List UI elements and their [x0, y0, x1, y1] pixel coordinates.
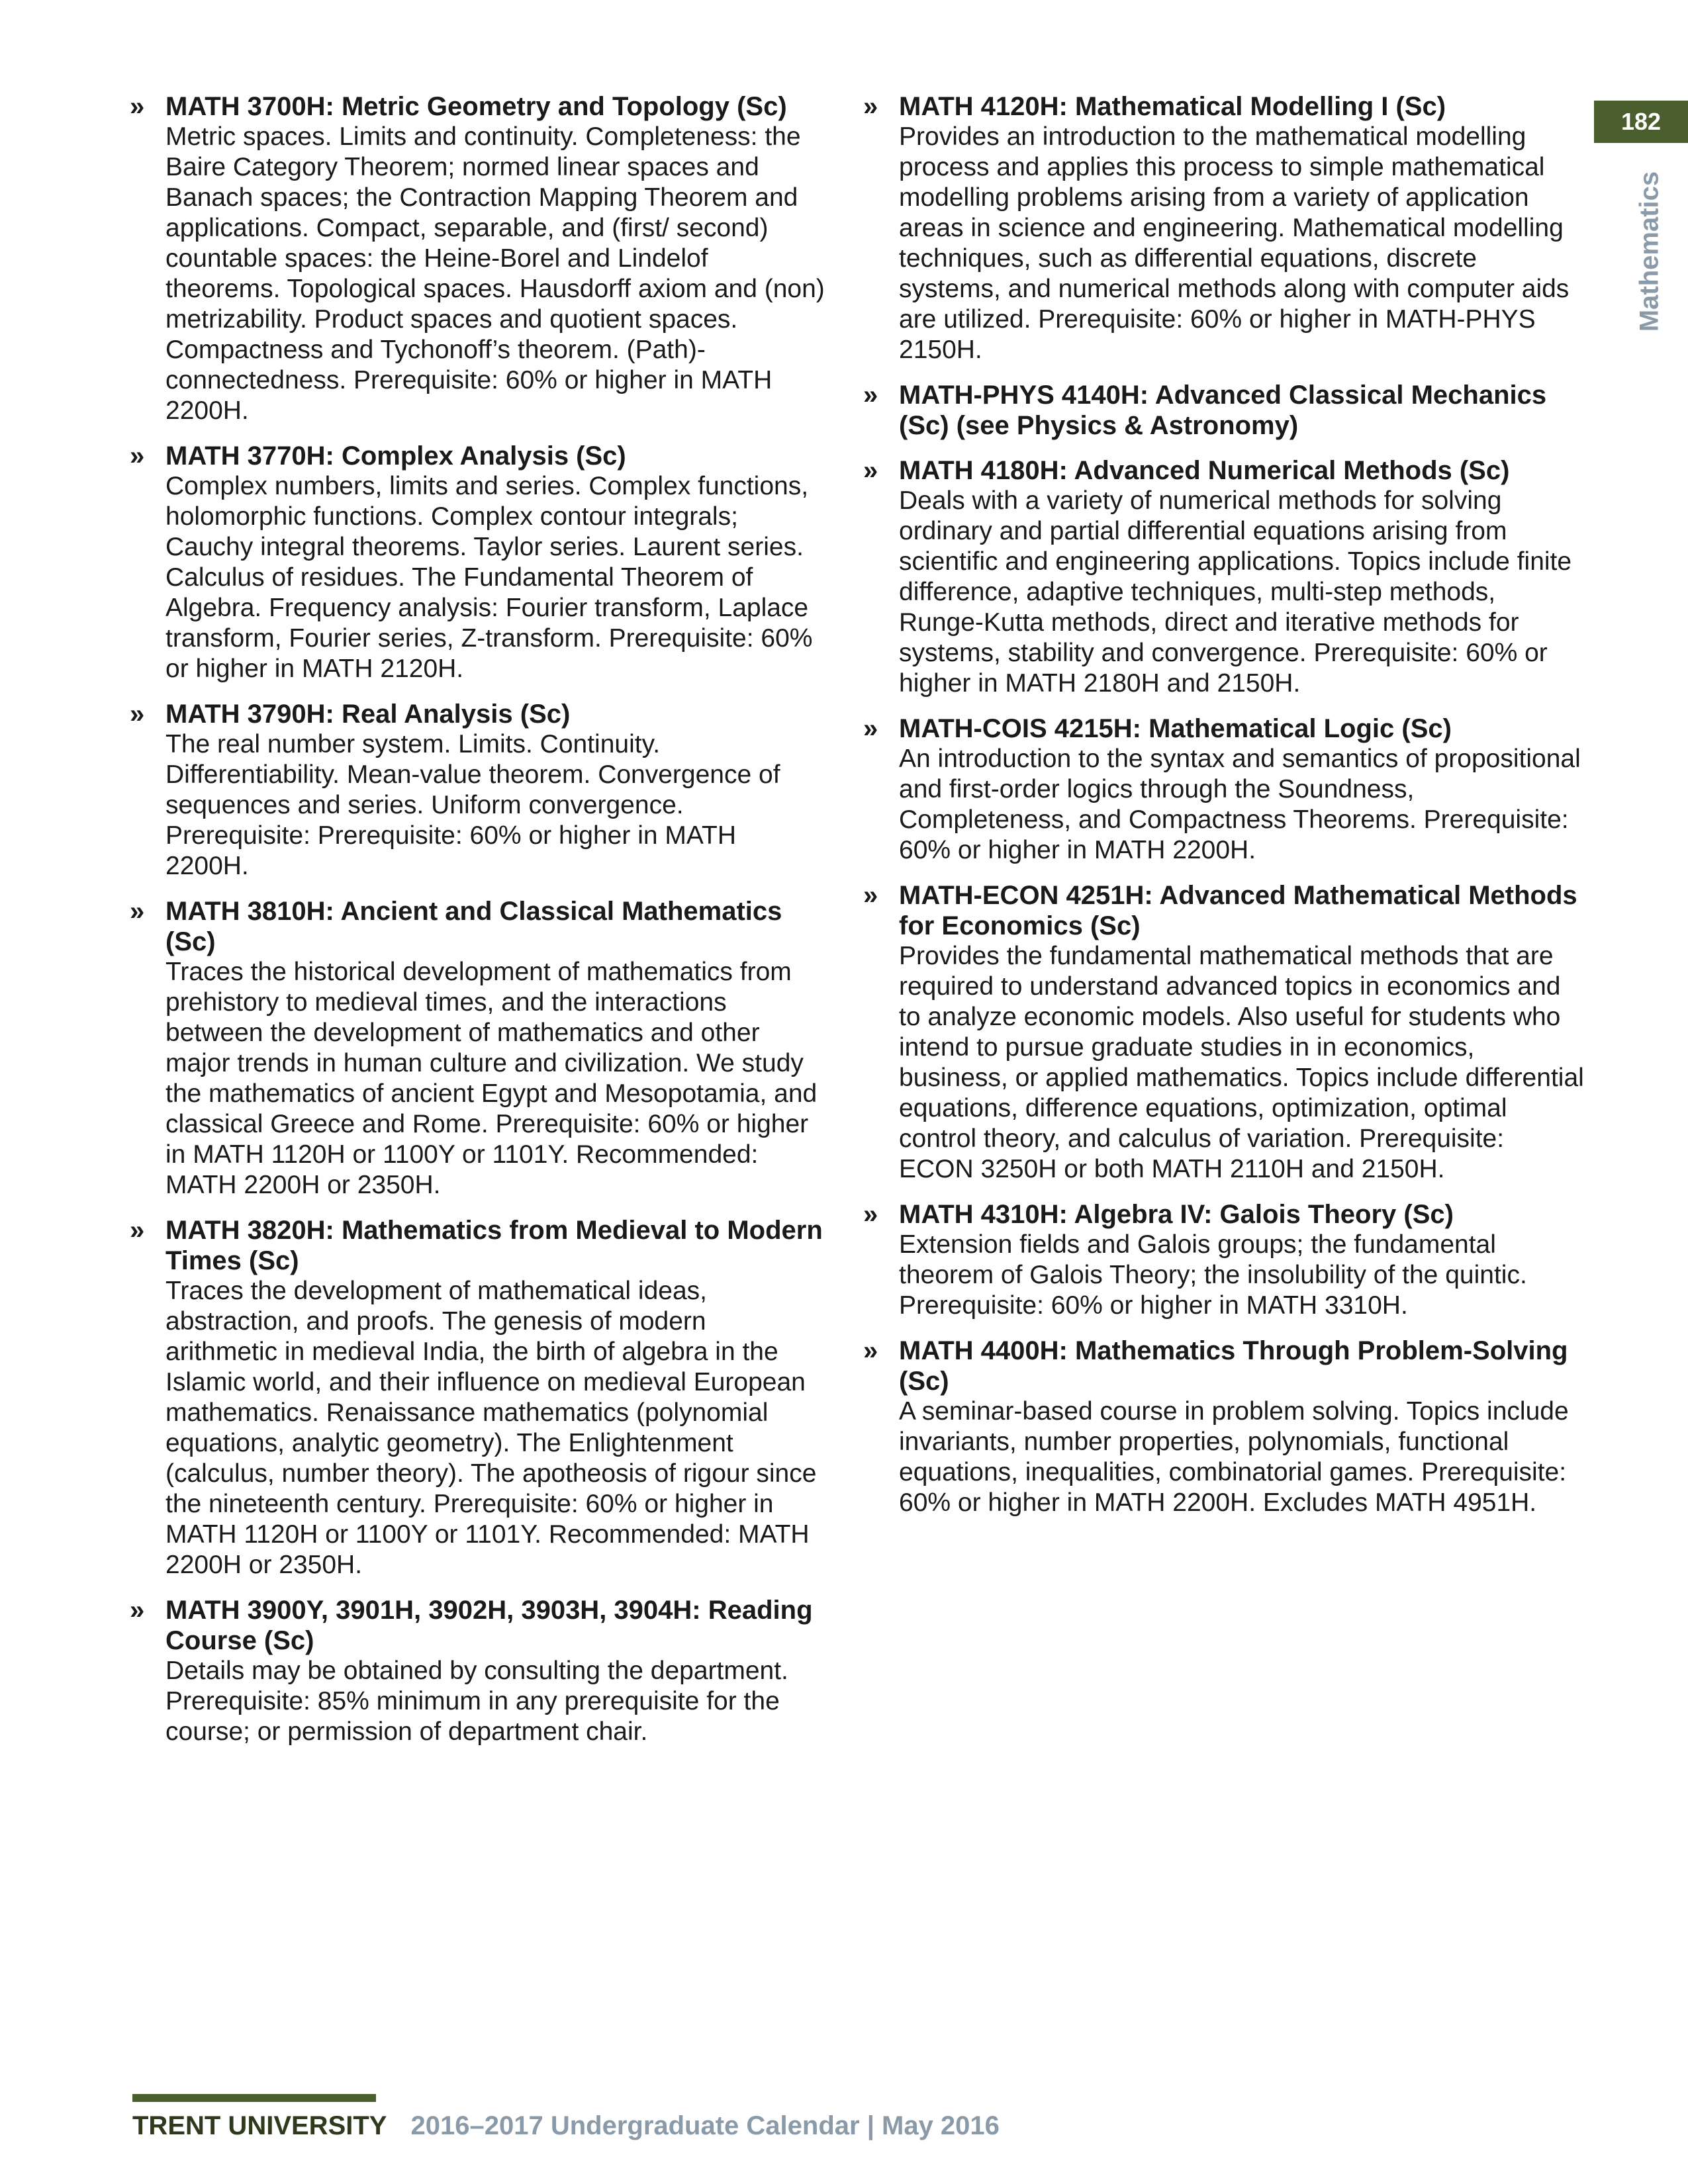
- course-entry: [863, 380, 1585, 441]
- course-description: Extension fields and Galois groups; the fundamental theorem of Galois Theory; the insolubility of the quintic. Prerequisite: 60% or higher in MATH 3310H.: [899, 1230, 1527, 1320]
- course-description: Provides an introduction to the mathematical modelling process and applies this process to simple mathematical modelling problems arising from a variety of application areas in science and engineering. Mathematical modelling techniques, such as differential equations, discrete systems, and numerical methods along with computer aids are utilized. Prerequisite: 60% or higher in MATH-PHYS 2150H.: [899, 122, 1570, 364]
- bullet-marker: »: [863, 714, 878, 743]
- bullet-marker: »: [130, 700, 145, 729]
- course-title: MATH 4310H: Algebra IV: Galois Theory (Sc): [899, 1200, 1454, 1229]
- course-entry: [863, 1199, 1585, 1321]
- course-description: Deals with a variety of numerical methods for solving ordinary and partial differential equations arising from scientific and engineering applications. Topics include finite difference, adaptive techniques, multi-step methods, Runge-Kutta methods, direct and iterative methods for systems, stability and convergence. Prerequisite: 60% or higher in MATH 2180H and 2150H.: [899, 486, 1572, 698]
- course-description: Details may be obtained by consulting the department. Prerequisite: 85% minimum in any prerequisite for the course; or permission of department chair.: [165, 1657, 788, 1746]
- bullet-marker: »: [863, 1200, 878, 1229]
- course-description: Provides the fundamental mathematical methods that are required to understand advanced topics in economics and to analyze economic models. Also useful for students who intend to pursue graduate studies in in economics, business, or applied mathematics. Topics include differential equations, difference equations, optimization, optimal control theory, and calculus of variation. Prerequisite: ECON 3250H or both MATH 2110H and 2150H.: [899, 942, 1584, 1183]
- bullet-marker: »: [863, 456, 878, 485]
- footer-calendar-info: 2016–2017 Undergraduate Calendar | May 2016: [410, 2111, 1000, 2140]
- course-title: MATH 4180H: Advanced Numerical Methods (Sc): [899, 456, 1510, 485]
- course-entry: [863, 713, 1585, 866]
- course-title: MATH 3770H: Complex Analysis (Sc): [165, 441, 626, 471]
- course-description: Traces the development of mathematical ideas, abstraction, and proofs. The genesis of modern arithmetic in medieval India, the birth of algebra in the Islamic world, and their influence on medieval European mathematics. Renaissance mathematics (polynomial equations, analytic geometry). The Enlightenment (calculus, number theory). The apotheosis of rigour since the nineteenth century. Prerequisite: 60% or higher in MATH 1120H or 1100Y or 1101Y. Recommended: MATH 2200H or 2350H.: [165, 1277, 817, 1579]
- course-title: MATH-PHYS 4140H: Advanced Classical Mechanics (Sc) (see Physics & Astronomy): [899, 381, 1547, 440]
- course-entry: [863, 1336, 1585, 1518]
- course-entry: [130, 896, 825, 1201]
- bullet-marker: »: [863, 92, 878, 121]
- bullet-marker: »: [130, 441, 145, 471]
- right-column: [863, 91, 1585, 1533]
- course-title: MATH 3790H: Real Analysis (Sc): [165, 700, 571, 729]
- course-description: Metric spaces. Limits and continuity. Completeness: the Baire Category Theorem; normed linear spaces and Banach spaces; the Contraction Mapping Theorem and applications. Compact, separable, and (first/ second) countable spaces: the Heine-Borel and Lindelof theorems. Topological spaces. Hausdorff axiom and (non) metrizability. Product spaces and quotient spaces. Compactness and Tychonoff’s theorem. (Path)-connectedness. Prerequisite: 60% or higher in MATH 2200H.: [165, 122, 825, 425]
- course-title: MATH 3820H: Mathematics from Medieval to Modern Times (Sc): [165, 1216, 823, 1275]
- course-description: Traces the historical development of mathematics from prehistory to medieval times, and the interactions between the development of mathematics and other major trends in human culture and civilization. We study the mathematics of ancient Egypt and Mesopotamia, and classical Greece and Rome. Prerequisite: 60% or higher in MATH 1120H or 1100Y or 1101Y. Recommended: MATH 2200H or 2350H.: [165, 958, 818, 1199]
- course-title: MATH 4120H: Mathematical Modelling I (Sc): [899, 92, 1446, 121]
- bullet-marker: »: [863, 381, 878, 410]
- course-entry: [130, 1215, 825, 1580]
- course-description: A seminar-based course in problem solving. Topics include invariants, number properties, polynomials, functional equations, inequalities, combinatorial games. Prerequisite: 60% or higher in MATH 2200H. Excludes MATH 4951H.: [899, 1397, 1569, 1517]
- bullet-marker: »: [863, 1336, 878, 1365]
- course-title: MATH 3900Y, 3901H, 3902H, 3903H, 3904H: Reading Course (Sc): [165, 1596, 813, 1655]
- page-number: 182: [1594, 101, 1688, 143]
- bullet-marker: »: [130, 92, 145, 121]
- footer: [132, 2111, 1000, 2141]
- course-entry: [863, 880, 1585, 1185]
- footer-university: TRENT UNIVERSITY: [132, 2111, 387, 2140]
- footer-rule: [132, 2094, 376, 2102]
- section-tab: Mathematics: [1634, 171, 1664, 332]
- course-title: MATH-COIS 4215H: Mathematical Logic (Sc): [899, 714, 1452, 743]
- course-entry: [130, 1595, 825, 1747]
- course-entry: [130, 699, 825, 882]
- course-title: MATH 3810H: Ancient and Classical Mathematics (Sc): [165, 897, 782, 956]
- course-entry: [130, 441, 825, 684]
- course-description: The real number system. Limits. Continuity. Differentiability. Mean-value theorem. Convergence of sequences and series. Uniform convergence. Prerequisite: Prerequisite: 60% or higher in MATH 2200H.: [165, 730, 780, 880]
- bullet-marker: »: [130, 1216, 145, 1245]
- course-description: An introduction to the syntax and semantics of propositional and first-order logics through the Soundness, Completeness, and Compactness Theorems. Prerequisite: 60% or higher in MATH 2200H.: [899, 745, 1581, 864]
- bullet-marker: »: [130, 897, 145, 926]
- course-title: MATH 3700H: Metric Geometry and Topology (Sc): [165, 92, 787, 121]
- course-title: MATH 4400H: Mathematics Through Problem-Solving (Sc): [899, 1336, 1568, 1396]
- bullet-marker: »: [863, 881, 878, 910]
- course-description: Complex numbers, limits and series. Complex functions, holomorphic functions. Complex contour integrals; Cauchy integral theorems. Taylor series. Laurent series. Calculus of residues. The Fundamental Theorem of Algebra. Frequency analysis: Fourier transform, Laplace transform, Fourier series, Z-transform. Prerequisite: 60% or higher in MATH 2120H.: [165, 472, 813, 683]
- left-column: [130, 91, 825, 1762]
- course-entry: [130, 91, 825, 426]
- course-entry: [863, 91, 1585, 365]
- bullet-marker: »: [130, 1596, 145, 1625]
- course-entry: [863, 455, 1585, 699]
- course-title: MATH-ECON 4251H: Advanced Mathematical Methods for Economics (Sc): [899, 881, 1577, 940]
